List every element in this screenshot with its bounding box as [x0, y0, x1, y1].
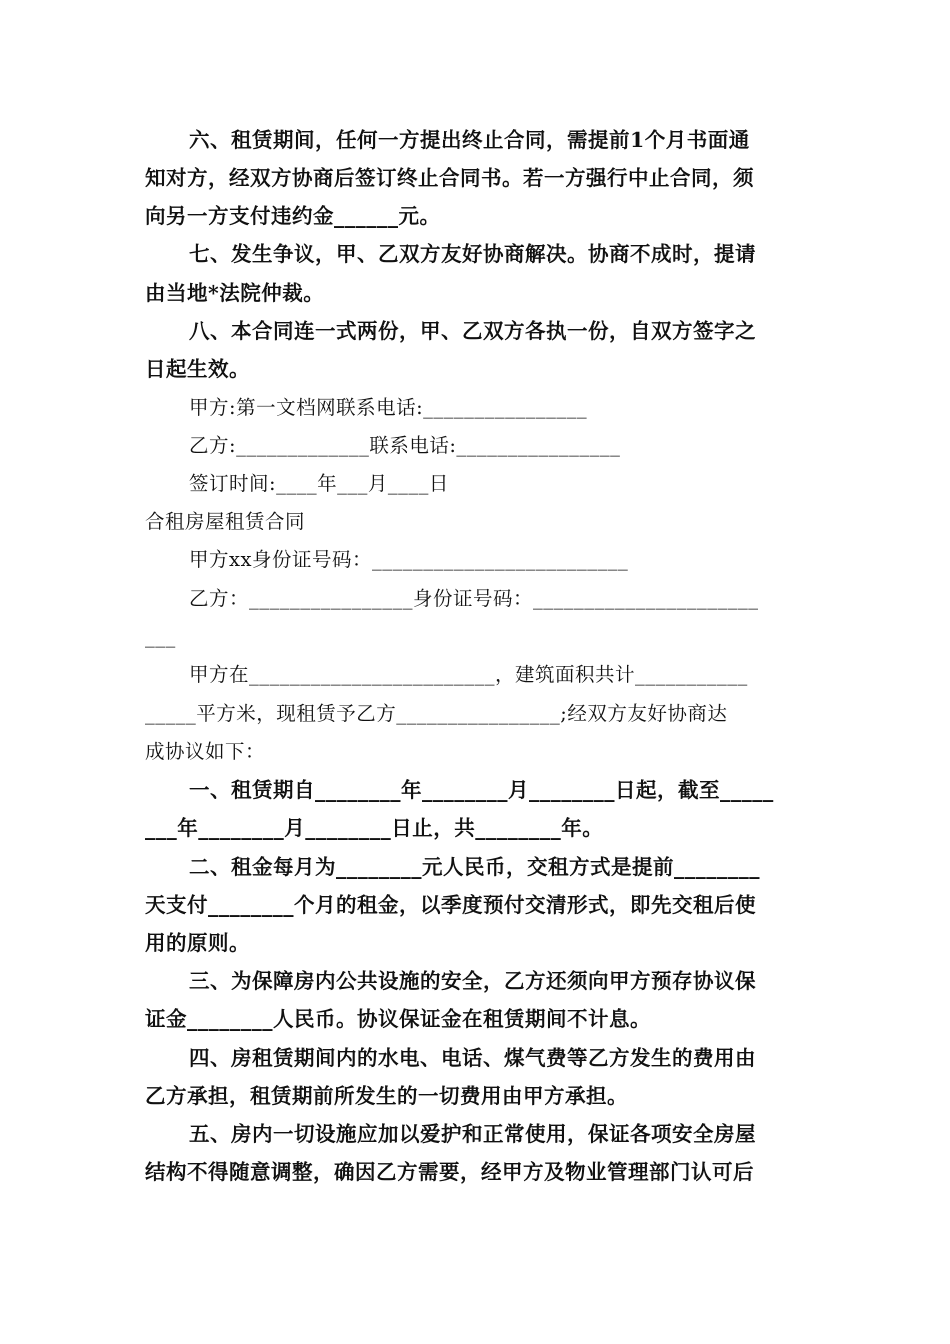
property-line-1: 甲方在________________________，建筑面积共计___________ [189, 663, 748, 686]
clause-1-line-1: 一、租赁期自________年________月________日起，截至_____ [189, 778, 774, 802]
signing-date-line: 签订时间:____年___月____日 [189, 472, 449, 495]
party-a-id-line: 甲方xx身份证号码：_________________________ [189, 548, 629, 571]
clause-5-line-2: 结构不得随意调整，确因乙方需要，经甲方及物业管理部门认可后 [145, 1160, 754, 1184]
clause-8-line-1: 八、本合同连一式两份，甲、乙双方各执一份，自双方签字之 [189, 319, 756, 343]
clause-2-line-3: 用的原则。 [145, 931, 250, 955]
clause-6-line-1: 六、租赁期间，任何一方提出终止合同，需提前1个月书面通 [189, 128, 750, 152]
clause-3-line-1: 三、为保障房内公共设施的安全，乙方还须向甲方预存协议保 [189, 969, 756, 993]
party-b-id-line-cont: ___ [145, 625, 176, 648]
clause-6-line-2: 知对方，经双方协商后签订终止合同书。若一方强行中止合同，须 [145, 166, 754, 190]
clause-3-line-2: 证金________人民币。协议保证金在租赁期间不计息。 [145, 1007, 651, 1031]
clause-7-line-2: 由当地*法院仲裁。 [145, 281, 325, 305]
party-b-id-line: 乙方：________________身份证号码：______________________ [189, 587, 759, 610]
clause-2-line-1: 二、租金每月为________元人民币，交租方式是提前________ [189, 855, 760, 879]
party-a-signature-line: 甲方:第一文档网联系电话:________________ [189, 396, 588, 419]
party-b-signature-line: 乙方:_____________联系电话:________________ [189, 434, 621, 457]
clause-5-line-1: 五、房内一切设施应加以爱护和正常使用，保证各项安全房屋 [189, 1122, 756, 1146]
property-line-3: 成协议如下： [145, 740, 266, 763]
clause-1-line-2: ___年________月________日止，共________年。 [145, 816, 604, 840]
clause-7-line-1: 七、发生争议，甲、乙双方友好协商解决。协商不成时，提请 [189, 242, 756, 266]
clause-2-line-2: 天支付________个月的租金，以季度预付交清形式，即先交租后使 [145, 893, 756, 917]
contract-title: 合租房屋租赁合同 [145, 510, 306, 533]
property-line-2: _____平方米，现租赁予乙方________________;经双方友好协商达 [145, 702, 728, 725]
clause-6-line-3: 向另一方支付违约金______元。 [145, 204, 441, 228]
clause-4-line-2: 乙方承担，租赁期前所发生的一切费用由甲方承担。 [145, 1084, 628, 1108]
clause-4-line-1: 四、房租赁期间内的水电、电话、煤气费等乙方发生的费用由 [189, 1046, 756, 1070]
clause-8-line-2: 日起生效。 [145, 357, 250, 381]
